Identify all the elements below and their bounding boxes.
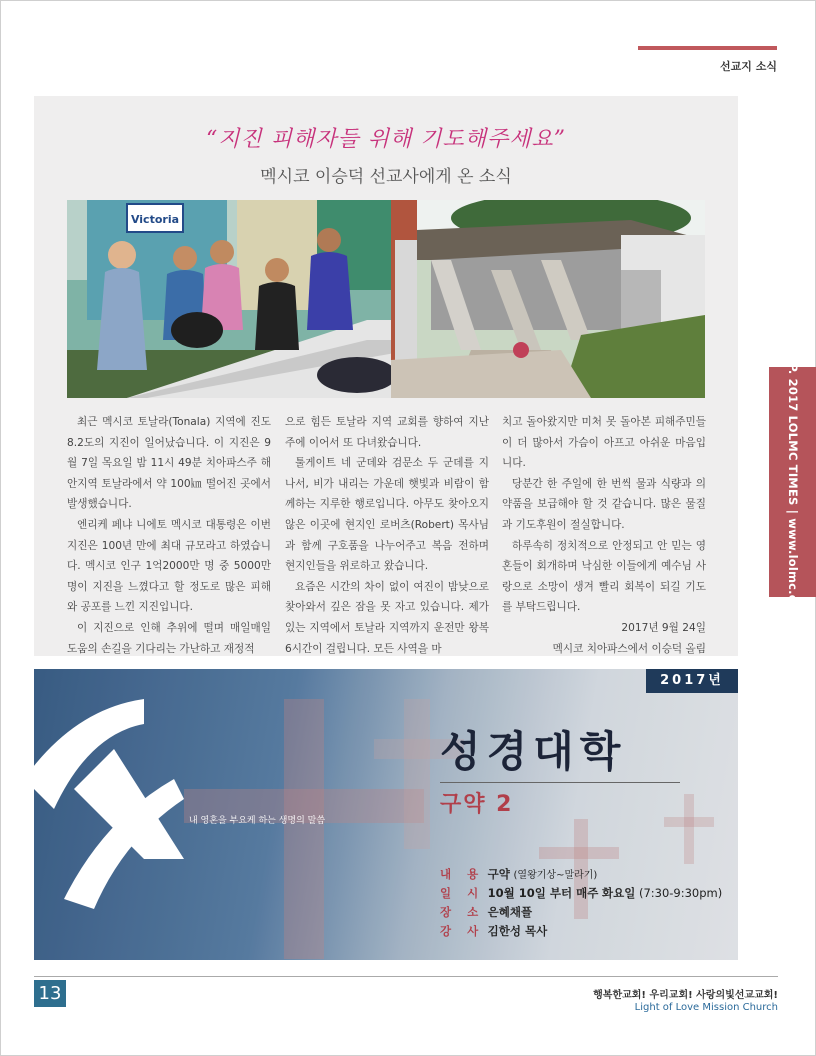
- paragraph: 이 지진으로 인해 추위에 떨며 매일매일 도움의 손길을 기다리는 가난하고 재정적: [67, 621, 271, 655]
- info-key: 장 소: [440, 905, 485, 919]
- info-note: (열왕기상~말라기): [513, 870, 598, 881]
- side-tab-text: SEP. 2017 LOLMC TIMES | www.lolmc.org: [785, 346, 800, 618]
- course-info: [440, 865, 722, 941]
- info-time: (7:30-9:30pm): [638, 886, 723, 900]
- photo-relief-distribution: [67, 200, 411, 398]
- info-value: 10월 10일 부터 매주: [487, 886, 599, 900]
- info-row-content: [440, 865, 722, 884]
- info-value: 은혜채플: [487, 905, 533, 919]
- paragraph: 치고 돌아왔지만 미처 못 돌아본 피해주민들이 더 많아서 가슴이 아프고 아쉬운 마음입니다.: [502, 416, 706, 470]
- banner-title: 성경대학: [440, 727, 627, 776]
- page-number: 13: [34, 980, 66, 1007]
- paragraph: 요즘은 시간의 차이 없이 여진이 밤낮으로 찾아와서 깊은 잠을 못 자고 있습니다. 제가 있는 지역에서 토날라 지역까지 운전만 왕복 6시간이 걸립니다. 모든 사역을 마: [285, 580, 489, 655]
- letter-date: 2017년 9월 24일: [621, 621, 706, 634]
- info-row-place: [440, 903, 722, 922]
- paragraph: 엔리케 페냐 니에토 멕시코 대통령은 이번 지진은 100년 만에 최대 규모라고 하였습니다. 멕시코 인구 1억2000만 명 중 5000만 명이 지진을 느꼈다고 할 정도로 많은 피해와 공포를 느낀 지진입니다.: [67, 518, 271, 614]
- header-rule: [638, 46, 777, 50]
- letter-signoff: 멕시코 치아파스에서 이승덕 올림: [552, 642, 706, 655]
- photo-collapsed-house: [391, 200, 705, 398]
- bible-college-banner: [34, 669, 738, 960]
- paragraph: 으로 힘든 토날라 지역 교회를 향하여 지난주에 이어서 또 다녀왔습니다.: [285, 416, 489, 449]
- info-key: 내 용: [440, 867, 485, 881]
- victoria-sign-text: Victoria: [130, 213, 180, 226]
- article-panel: [34, 96, 738, 656]
- paragraph: 최근 멕시코 토날라(Tonala) 지역에 진도 8.2도의 지진이 일어났습니다. 이 지진은 9월 7일 목요일 밤 11시 49분 치아파스주 해안지역 토날라에서 약 100㎞ 떨어진 곳에서 발생했습니다.: [67, 416, 271, 511]
- article-headline: “지진 피해자들 위해 기도해주세요”: [205, 127, 566, 152]
- info-value: 김한성 목사: [487, 924, 548, 938]
- info-key: 강 사: [440, 924, 485, 938]
- article-column-1: [67, 412, 271, 659]
- paragraph: 하루속히 정치적으로 안정되고 안 믿는 영혼들이 회개하며 낙심한 이들에게 예수님 사랑으로 소망이 생겨 빨리 회복이 되길 기도를 부탁드립니다.: [502, 539, 706, 614]
- footer-church-name: Light of Love Mission Church: [634, 1002, 778, 1013]
- banner-tagline: 내 영혼을 부요케 하는 생명의 말씀: [189, 816, 326, 826]
- banner-subtitle: 구약 2: [440, 792, 514, 817]
- section-label: 선교지 소식: [720, 60, 777, 73]
- paragraph: 툴게이트 네 군데와 검문소 두 군데를 지나서, 비가 내리는 가운데 햇빛과 비람이 함께하는 지루한 행로입니다. 아무도 찾아오지 않은 이곳에 현지인 로버츠(Robert) 목사님과 함께 구호품을 나누어주고 복음 전하며 현지인들을 위로하고 왔습니다.: [285, 457, 489, 573]
- info-row-schedule: [440, 884, 722, 903]
- info-key: 일 시: [440, 886, 485, 900]
- paragraph: 당분간 한 주일에 한 번씩 물과 식량과 의약품을 보급해야 할 것 같습니다. 많은 물질과 기도후원이 절실합니다.: [502, 477, 706, 531]
- footer-rule: [34, 976, 778, 977]
- side-tab: [769, 346, 816, 618]
- year-badge: 2017년: [646, 669, 738, 693]
- article-column-3: [502, 412, 706, 659]
- article-column-2: [285, 412, 489, 659]
- info-value: 구약: [487, 867, 510, 881]
- article-subhead: 멕시코 이승덕 선교사에게 온 소식: [260, 167, 512, 187]
- info-day: 화요일: [601, 886, 636, 900]
- banner-divider: [440, 782, 680, 783]
- footer-slogan: 행복한교회! 우리교회! 사랑의빛선교교회!: [593, 990, 778, 1001]
- info-row-lecturer: [440, 922, 722, 941]
